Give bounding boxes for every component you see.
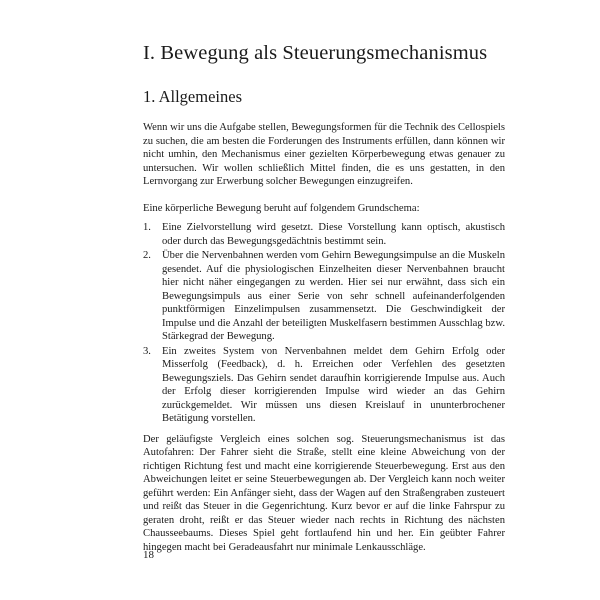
list-item-text: Ein zweites System von Nervenbahnen meldet dem Gehirn Erfolg oder Misserfolg (Feedback), d. h. Erreichen oder Verfehlen des gesetzten Bewegungsziels. Das Gehirn sendet daraufhin korrigierende Impulse aus. Auch der Erfolg dieser korrigierenden Impulse wird wieder an das Gehirn zurückgemeldet. Wir müssen uns diesen Kreislauf in ununterbrochener Betätigung vorstellen. [162, 345, 505, 424]
list-item-text: Über die Nervenbahnen werden vom Gehirn Bewegungsimpulse an die Muskeln gesendet. Auf die physiologischen Einzelheiten dieser Nervenbahnen braucht hier nicht näher eingegangen zu werden. Hier sei nur erwähnt, dass sich ein Bewegungsimpuls aus einer Serie von sehr schnell aufeinanderfolgenden punktförmigen Einzelimpulsen zusammensetzt. Die Geschwindigkeit der Impulse und die Anzahl der beteiligten Muskelfasern bestimmen Ausschlag bzw. Stärkegrad der Bewegung. [162, 250, 505, 342]
schema-steps-list [143, 221, 505, 426]
list-item-number: 2. [143, 250, 151, 261]
list-item-number: 3. [143, 345, 151, 357]
chapter-title: I. Bewegung als Steuerungsmechanismus [143, 42, 488, 64]
list-item-number: 1. [143, 222, 151, 233]
list-item [143, 221, 505, 248]
list-item [143, 249, 505, 344]
list-item-text: Eine Zielvorstellung wird gesetzt. Diese Vorstellung kann optisch, akustisch oder durch das Bewegungsgedächtnis bestimmt sein. [162, 222, 505, 247]
intro-paragraph: Wenn wir uns die Aufgabe stellen, Bewegungsformen für die Technik des Cellospiels zu suchen, die am besten die Forderungen des Instruments erfüllen, dann können wir nicht umhin, den Mechanismus einer gezielten Körperbewegung etwas genauer zu untersuchen. Wir wollen schließlich Mittel finden, die es uns gestatten, in den Lernvorgang zur Erwerbung solcher Bewegungen einzugreifen. [143, 122, 505, 187]
list-item [143, 345, 505, 426]
comparison-paragraph: Der geläufigste Vergleich eines solchen sog. Steuerungsmechanismus ist das Autofahren: Der Fahrer sieht die Straße, stellt eine kleine Abweichung von der richtigen Richtung fest und macht eine korrigierende Steuerbewegung. Erst aus den Abweichungen leitet er seine Steuerbewegungen ab. Der Vergleich kann noch weiter geführt werden: Ein Anfänger sieht, dass der Wagen auf den Straßengraben zusteuert und reißt das Steuer in die Gegenrichtung. Kurz bevor er auf die linke Fahrspur zu geraten droht, reißt er das Steuer wieder nach rechts in Richtung des nächsten Chausseebaums. Dieses Spiel geht fortlaufend hin und her. Ein geübter Fahrer hingegen macht bei Geradeausfahrt nur minimale Lenkausschläge. [143, 433, 505, 553]
schema-paragraph: Eine körperliche Bewegung beruht auf folgendem Grundschema: [143, 202, 420, 214]
section-title: 1. Allgemeines [143, 87, 242, 106]
page-number: 18 [143, 549, 154, 561]
